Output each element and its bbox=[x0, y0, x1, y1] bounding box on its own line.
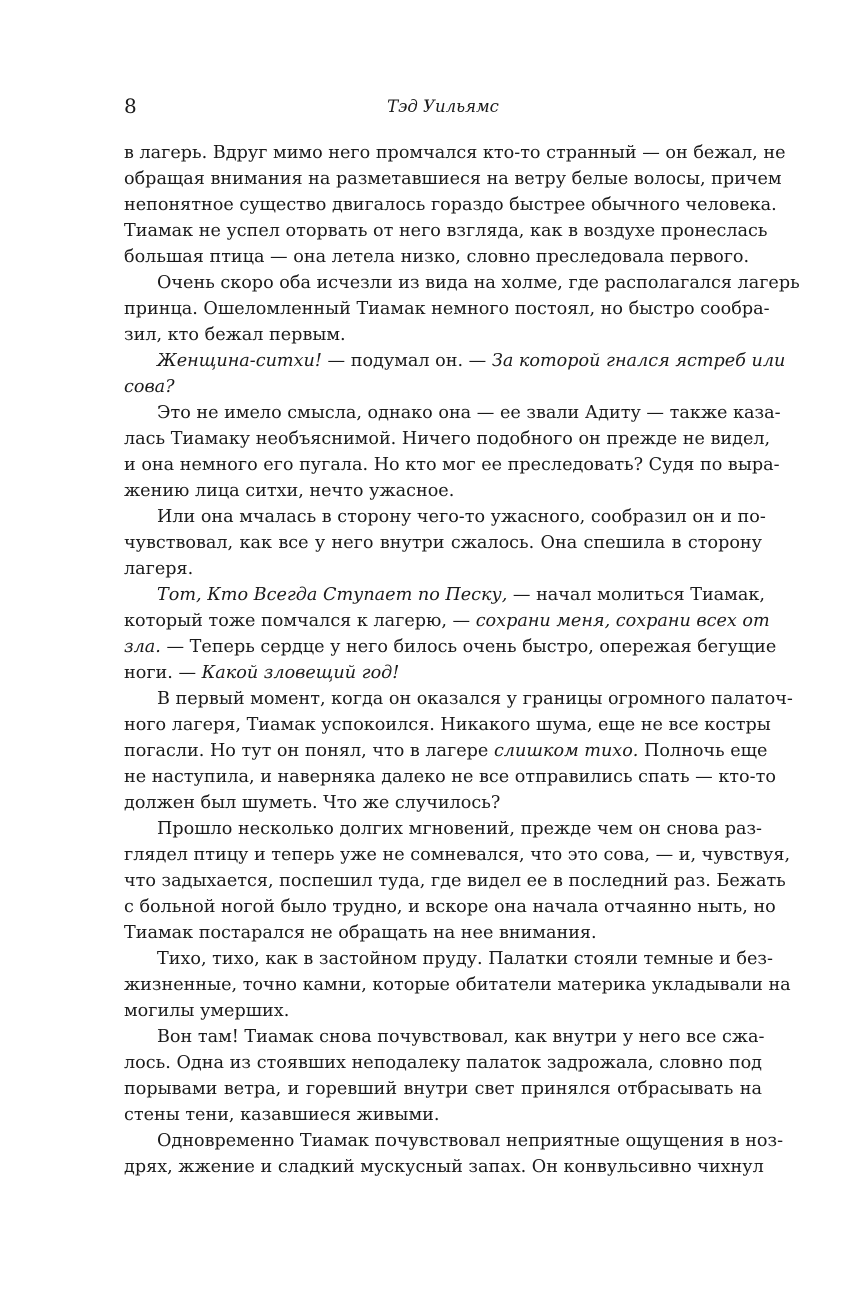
text-line: Тиамак постарался не обращать на нее внимания. bbox=[124, 923, 597, 943]
text-line: обращая внимания на разметавшиеся на ветру белые волосы, причем bbox=[124, 169, 782, 189]
running-title: Тэд Уильямс bbox=[387, 97, 499, 116]
text-line: Тиамак не успел оторвать от него взгляда, как в воздухе пронеслась bbox=[124, 221, 768, 241]
text-line: лось. Одна из стоявших неподалеку палаток задрожала, словно под bbox=[124, 1053, 762, 1073]
text-line: чувствовал, как все у него внутри сжалось. Она спешила в сторону bbox=[124, 533, 762, 553]
text-line: что задыхается, поспешил туда, где видел ее в последний раз. Бежать bbox=[124, 871, 786, 891]
text-line: глядел птицу и теперь уже не сомневался, что это сова, — и, чувствуя, bbox=[124, 845, 791, 865]
text-line: зил, кто бежал первым. bbox=[124, 325, 346, 345]
text-line: непонятное существо двигалось гораздо быстрее обычного человека. bbox=[124, 195, 777, 215]
text-line: В первый момент, когда он оказался у границы огромного палаточ- bbox=[157, 689, 793, 709]
text-line: стены тени, казавшиеся живыми. bbox=[124, 1105, 440, 1125]
text-line: не наступила, и наверняка далеко не все отправились спать — кто-то bbox=[124, 767, 776, 787]
text-line: жению лица ситхи, нечто ужасное. bbox=[124, 481, 455, 501]
text-line: который тоже помчался к лагерю, — сохрани меня, сохрани всех от bbox=[124, 611, 770, 631]
text-line: Прошло несколько долгих мгновений, прежде чем он снова раз- bbox=[157, 819, 762, 839]
text-line: жизненные, точно камни, которые обитатели материка укладывали на bbox=[124, 975, 791, 995]
text-line: и она немного его пугала. Но кто мог ее преследовать? Судя по выра- bbox=[124, 455, 780, 475]
text-line: с больной ногой было трудно, и вскоре она начала отчаянно ныть, но bbox=[124, 897, 776, 917]
text-line: зла. — Теперь сердце у него билось очень быстро, опережая бегущие bbox=[124, 637, 777, 657]
text-line: Тот, Кто Всегда Ступает по Песку, — начал молиться Тиамак, bbox=[157, 585, 765, 605]
text-line: Одновременно Тиамак почувствовал неприятные ощущения в ноз- bbox=[157, 1131, 784, 1151]
text-line: должен был шуметь. Что же случилось? bbox=[124, 793, 501, 813]
text-line: могилы умерших. bbox=[124, 1001, 290, 1021]
text-line: принца. Ошеломленный Тиамак немного постоял, но быстро сообра- bbox=[124, 299, 770, 319]
text-line: в лагерь. Вдруг мимо него промчался кто-то странный — он бежал, не bbox=[124, 143, 786, 163]
text-line: лагеря. bbox=[124, 559, 194, 579]
text-line: ного лагеря, Тиамак успокоился. Никакого шума, еще не все костры bbox=[124, 715, 771, 735]
text-line: порывами ветра, и горевший внутри свет принялся отбрасывать на bbox=[124, 1079, 762, 1099]
text-line: Это не имело смысла, однако она — ее звали Адиту — также каза- bbox=[157, 403, 781, 423]
text-line: сова? bbox=[124, 377, 175, 397]
text-line: Очень скоро оба исчезли из вида на холме, где располагался лагерь bbox=[157, 273, 800, 293]
text-line: Женщина-ситхи! — подумал он. — За которой гнался ястреб или bbox=[157, 351, 786, 371]
text-line: большая птица — она летела низко, словно преследовала первого. bbox=[124, 247, 750, 267]
page-number: 8 bbox=[124, 94, 137, 118]
text-line: погасли. Но тут он понял, что в лагере слишком тихо. Полночь еще bbox=[124, 741, 768, 761]
text-line: дрях, жжение и сладкий мускусный запах. Он конвульсивно чихнул bbox=[124, 1157, 764, 1177]
text-line: Тихо, тихо, как в застойном пруду. Палатки стояли темные и без- bbox=[157, 949, 773, 969]
text-line: Или она мчалась в сторону чего-то ужасного, сообразил он и по- bbox=[157, 507, 766, 527]
text-line: Вон там! Тиамак снова почувствовал, как внутри у него все сжа- bbox=[157, 1027, 765, 1047]
text-line: ноги. — Какой зловещий год! bbox=[124, 663, 400, 683]
body-text bbox=[124, 140, 800, 1180]
text-line: лась Тиамаку необъяснимой. Ничего подобного он прежде не видел, bbox=[124, 429, 771, 449]
